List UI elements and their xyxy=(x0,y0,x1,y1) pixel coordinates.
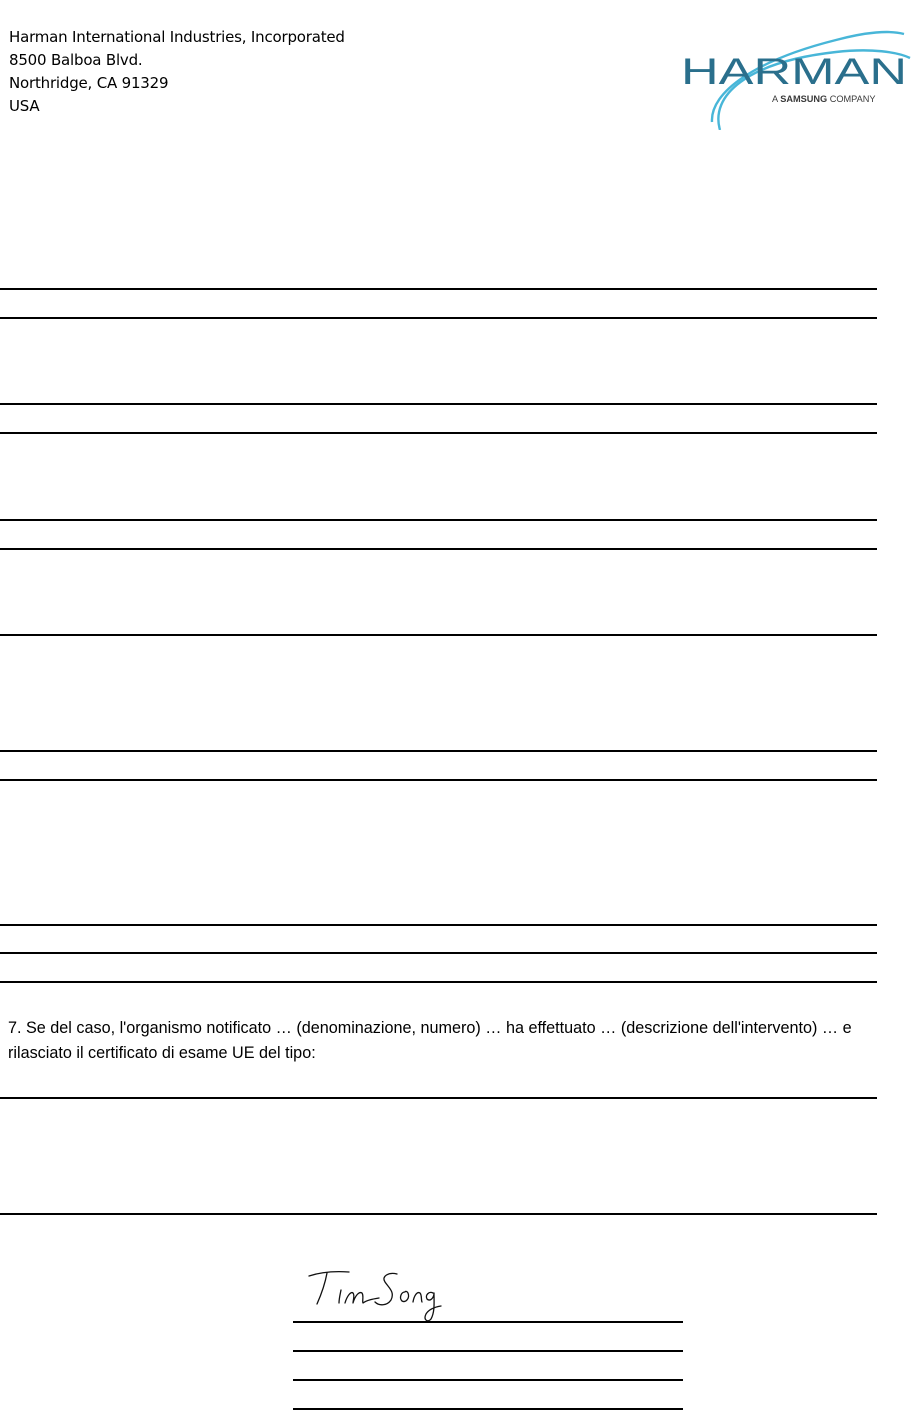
logo-tagline: A SAMSUNG COMPANY xyxy=(772,94,876,104)
divider-rule xyxy=(0,634,877,636)
divider-rule xyxy=(0,519,877,521)
divider-rule xyxy=(0,403,877,405)
signature-line xyxy=(293,1408,683,1410)
signature-line xyxy=(293,1321,683,1323)
divider-rule xyxy=(0,1213,877,1215)
divider-rule xyxy=(0,924,877,926)
handwritten-signature xyxy=(305,1262,455,1324)
address-line-city: Northridge, CA 91329 xyxy=(9,74,169,92)
divider-rule xyxy=(0,548,877,550)
divider-rule xyxy=(0,1097,877,1099)
divider-rule xyxy=(0,981,877,983)
address-line-country: USA xyxy=(9,97,40,115)
divider-rule xyxy=(0,750,877,752)
signature-line xyxy=(293,1350,683,1352)
address-line-company: Harman International Industries, Incorporated xyxy=(9,28,345,46)
divider-rule xyxy=(0,779,877,781)
divider-rule xyxy=(0,952,877,954)
address-line-street: 8500 Balboa Blvd. xyxy=(9,51,143,69)
divider-rule xyxy=(0,317,877,319)
divider-rule xyxy=(0,288,877,290)
divider-rule xyxy=(0,432,877,434)
harman-logo xyxy=(676,26,912,130)
company-address xyxy=(9,26,345,118)
signature-line xyxy=(293,1379,683,1381)
logo-wordmark: HARMAN xyxy=(681,51,907,92)
section-7-notified-body-text: 7. Se del caso, l'organismo notificato … (denominazione, numero) … ha effettuato … (descrizione dell'intervento) … e rilasciato il certificato di esame UE del tipo: xyxy=(8,1019,852,1062)
